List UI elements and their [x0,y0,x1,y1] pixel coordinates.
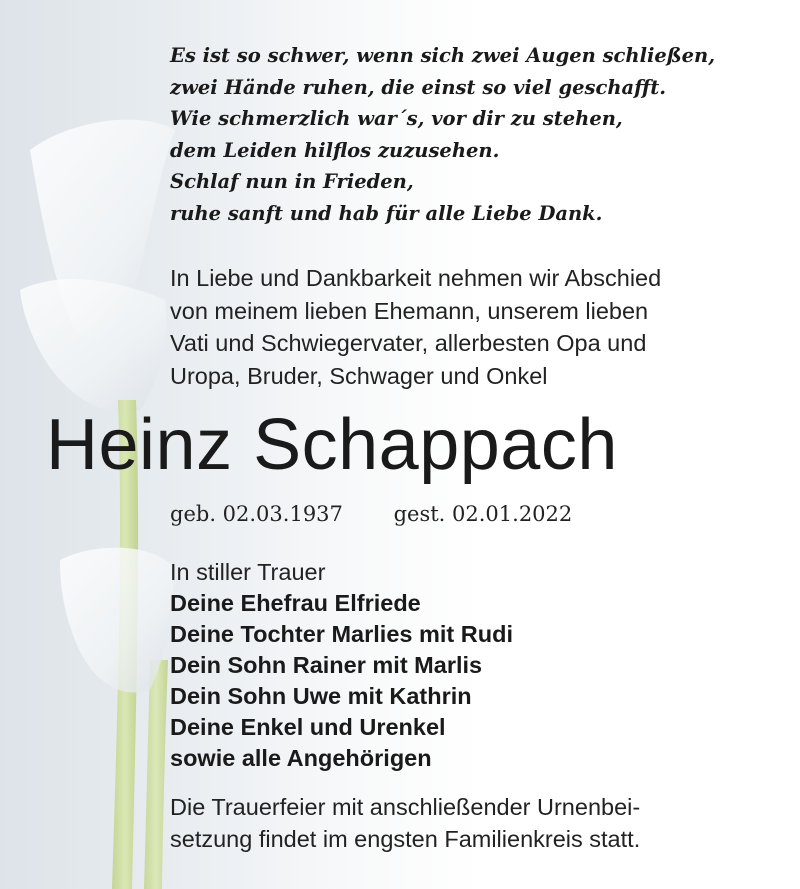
poem-line: Schlaf nun in Frieden, [170,170,414,193]
notice-line: Die Trauerfeier mit anschließender Urnenbei- [170,794,641,820]
intro-line: Vati und Schwiegervater, allerbesten Opa und [170,330,647,356]
mourners-list [170,588,513,774]
intro-line: Uropa, Bruder, Schwager und Onkel [170,362,548,389]
mourner: Dein Sohn Rainer mit Marlis [170,652,483,678]
deceased-name: Heinz Schappach [46,405,618,485]
farewell-intro [170,262,780,392]
death-date: gest. 02.01.2022 [393,502,573,526]
poem-line: Wie schmerzlich war´s, vor dir zu stehen, [170,107,623,130]
notice-line: setzung findet im engsten Familienkreis statt. [170,825,641,852]
birth-date: geb. 02.03.1937 [170,502,343,526]
poem-line: Es ist so schwer, wenn sich zwei Augen schließen, [170,44,716,67]
intro-line: In Liebe und Dankbarkeit nehmen wir Abschied [170,265,662,291]
intro-line: von meinem lieben Ehemann, unserem lieben [170,297,649,324]
life-dates [170,498,572,530]
poem-line: dem Leiden hilflos zuzusehen. [170,138,500,162]
mourner: Deine Tochter Marlies mit Rudi [170,621,513,647]
poem-line: ruhe sanft und hab für alle Liebe Dank. [170,201,603,225]
mourner: sowie alle Angehörigen [170,745,432,771]
poem-line: zwei Hände ruhen, die einst so viel geschafft. [170,75,667,99]
mourning-label: In stiller Trauer [170,559,326,585]
mourner: Deine Enkel und Urenkel [170,714,446,740]
funeral-notice [170,792,780,855]
poem [170,40,770,229]
mourner: Deine Ehefrau Elfriede [170,590,421,616]
mourner: Dein Sohn Uwe mit Kathrin [170,683,472,709]
